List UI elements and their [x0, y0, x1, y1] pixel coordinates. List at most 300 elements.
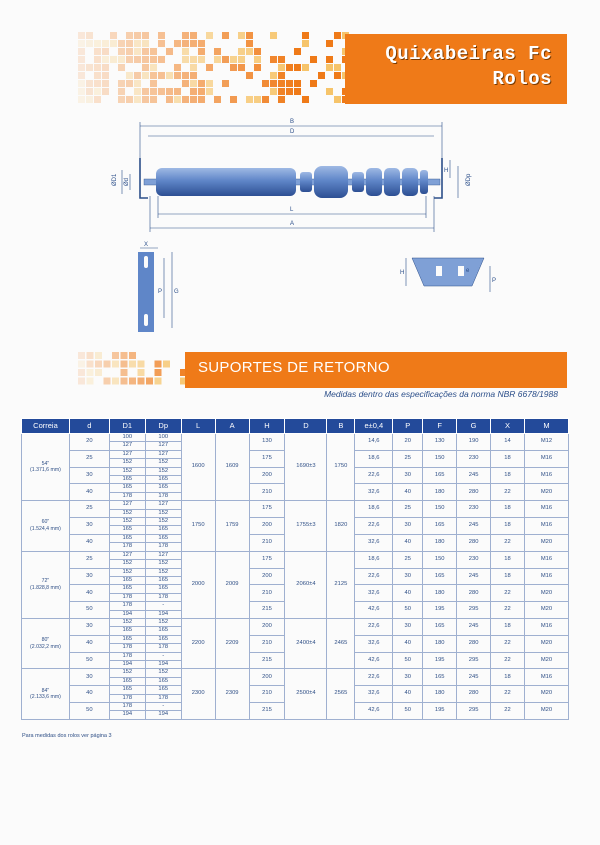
mosaic-tile	[126, 48, 133, 55]
table-cell: 30	[393, 467, 423, 484]
table-cell: 40	[69, 686, 109, 703]
label-P: P	[158, 289, 163, 295]
table-cell: 165	[109, 585, 145, 593]
table-cell: 280	[457, 484, 491, 501]
table-cell: M20	[524, 484, 568, 501]
table-cell: -	[145, 703, 181, 711]
mosaic-tile	[102, 80, 109, 87]
mosaic-tile	[270, 80, 277, 87]
mosaic-tile	[87, 369, 94, 376]
mosaic-tile	[104, 378, 111, 385]
mosaic-tile	[278, 88, 285, 95]
mosaic-tile	[214, 96, 221, 103]
mosaic-tile	[206, 32, 213, 39]
mosaic-tile	[158, 32, 165, 39]
spec-table	[21, 418, 569, 720]
table-cell: 50	[69, 703, 109, 720]
mosaic-tile	[310, 80, 317, 87]
table-cell: 195	[423, 602, 457, 619]
mosaic-tile	[102, 88, 109, 95]
table-cell: 165	[145, 627, 181, 635]
label-Dp: ØDp	[466, 173, 472, 186]
label-e: e	[466, 268, 470, 274]
mosaic-tile	[294, 64, 301, 71]
table-cell: 18	[491, 669, 525, 686]
table-cell: 22	[491, 652, 525, 669]
table-cell: 165	[109, 627, 145, 635]
mosaic-tile	[262, 80, 269, 87]
mosaic-tile	[126, 72, 133, 79]
mosaic-tile	[121, 378, 128, 385]
table-cell: 30	[69, 518, 109, 535]
side-profile-drawing	[398, 252, 498, 302]
mosaic-tile	[270, 88, 277, 95]
mosaic-tile	[142, 40, 149, 47]
table-cell: M20	[524, 602, 568, 619]
table-cell: 2465	[327, 618, 355, 668]
table-cell: 210	[249, 484, 285, 501]
mosaic-tile	[246, 32, 253, 39]
mosaic-tile	[95, 361, 102, 368]
mosaic-tile	[174, 40, 181, 47]
table-cell: 210	[249, 635, 285, 652]
table-cell: 22,6	[355, 518, 393, 535]
mosaic-tile	[302, 40, 309, 47]
table-cell: 230	[457, 450, 491, 467]
mosaic-tile	[182, 40, 189, 47]
table-cell: 152	[145, 618, 181, 626]
table-cell: 22	[491, 585, 525, 602]
header-title	[385, 42, 552, 92]
mosaic-tile	[238, 32, 245, 39]
mosaic-tile	[118, 80, 125, 87]
table-cell: 2309	[215, 669, 249, 719]
mosaic-tile	[129, 378, 136, 385]
table-cell: 245	[457, 518, 491, 535]
table-cell: 165	[145, 686, 181, 694]
table-cell: 1755±3	[285, 501, 327, 551]
column-header: F	[423, 419, 457, 434]
table-cell: 180	[423, 635, 457, 652]
mosaic-tile	[118, 48, 125, 55]
mosaic-tile	[166, 48, 173, 55]
mosaic-tile	[102, 64, 109, 71]
table-cell: 165	[109, 534, 145, 542]
mosaic-tile	[155, 369, 162, 376]
column-header: X	[491, 419, 525, 434]
table-cell: 210	[249, 686, 285, 703]
table-cell: 18,6	[355, 551, 393, 568]
table-cell: 2209	[215, 618, 249, 668]
mosaic-tile	[206, 64, 213, 71]
table-cell: 178	[109, 694, 145, 702]
table-cell: 215	[249, 703, 285, 720]
mosaic-tile	[246, 96, 253, 103]
mosaic-tile	[87, 378, 94, 385]
table-cell: 152	[145, 459, 181, 467]
table-cell: 1750	[181, 501, 215, 551]
table-cell: 18	[491, 501, 525, 518]
table-cell: 42,6	[355, 703, 393, 720]
table-cell: 30	[69, 568, 109, 585]
mosaic-tile	[302, 96, 309, 103]
table-cell: 40	[393, 585, 423, 602]
table-cell: 152	[109, 560, 145, 568]
table-cell: 152	[109, 467, 145, 475]
table-cell: 165	[145, 576, 181, 584]
column-header: G	[457, 419, 491, 434]
table-cell: 165	[423, 568, 457, 585]
table-cell: M16	[524, 568, 568, 585]
table-cell: 200	[249, 467, 285, 484]
mosaic-tile	[150, 96, 157, 103]
mosaic-tile	[334, 64, 341, 71]
mosaic-tile	[190, 32, 197, 39]
column-header: D	[285, 419, 327, 434]
correia-cell	[22, 618, 70, 668]
table-cell: 295	[457, 703, 491, 720]
mosaic-tile	[112, 352, 119, 359]
mosaic-tile	[198, 48, 205, 55]
mosaic-tile	[150, 72, 157, 79]
table-cell: 40	[393, 484, 423, 501]
mosaic-tile	[182, 72, 189, 79]
mosaic-tile	[121, 369, 128, 376]
table-cell: -	[145, 652, 181, 660]
mosaic-tile	[78, 56, 85, 63]
table-cell: 178	[109, 593, 145, 601]
table-cell: M16	[524, 518, 568, 535]
table-cell: 20	[393, 434, 423, 451]
table-cell: M20	[524, 703, 568, 720]
mosaic-tile	[78, 369, 85, 376]
mosaic-tile	[302, 64, 309, 71]
mosaic-tile	[230, 56, 237, 63]
table-cell: 152	[145, 509, 181, 517]
mosaic-tile	[214, 48, 221, 55]
mosaic-tile	[126, 32, 133, 39]
correia-mm: (1.524,4 mm)	[30, 525, 61, 532]
table-cell: 195	[423, 652, 457, 669]
table-cell: 280	[457, 635, 491, 652]
table-cell: 295	[457, 652, 491, 669]
table-cell: 150	[423, 501, 457, 518]
table-cell: 50	[69, 652, 109, 669]
column-header: L	[181, 419, 215, 434]
correia-inch: 60"	[41, 519, 50, 526]
mosaic-tile	[222, 32, 229, 39]
label-d: Ød	[124, 177, 130, 186]
table-cell: 18	[491, 568, 525, 585]
table-cell: 18	[491, 551, 525, 568]
table-cell: 2200	[181, 618, 215, 668]
mosaic-tile	[94, 64, 101, 71]
mosaic-tile	[118, 88, 125, 95]
header-mosaic	[78, 32, 358, 104]
table-cell: 32,6	[355, 534, 393, 551]
mosaic-tile	[87, 352, 94, 359]
mosaic-tile	[87, 361, 94, 368]
label-D1: ØD1	[112, 173, 118, 186]
table-cell: 50	[393, 703, 423, 720]
table-cell: 215	[249, 602, 285, 619]
table-cell: 22	[491, 686, 525, 703]
table-cell: 1690±3	[285, 434, 327, 501]
mosaic-tile	[94, 96, 101, 103]
table-cell: M16	[524, 467, 568, 484]
mosaic-tile	[166, 72, 173, 79]
column-header: H	[249, 419, 285, 434]
table-cell: 165	[423, 618, 457, 635]
mosaic-tile	[78, 378, 85, 385]
mosaic-tile	[182, 96, 189, 103]
table-cell: 14,6	[355, 434, 393, 451]
table-cell: 152	[109, 509, 145, 517]
mosaic-tile	[121, 352, 128, 359]
table-cell: 230	[457, 551, 491, 568]
mosaic-tile	[134, 48, 141, 55]
mosaic-tile	[155, 361, 162, 368]
mosaic-tile	[190, 80, 197, 87]
table-cell: 165	[145, 534, 181, 542]
mosaic-tile	[126, 56, 133, 63]
table-cell: 165	[109, 635, 145, 643]
table-cell: 22,6	[355, 568, 393, 585]
label-B: B	[290, 119, 295, 125]
table-cell: 25	[393, 501, 423, 518]
label-L: L	[290, 207, 294, 213]
mosaic-tile	[174, 96, 181, 103]
mosaic-tile	[294, 48, 301, 55]
mosaic-tile	[94, 48, 101, 55]
table-row	[22, 618, 569, 626]
table-cell: 50	[393, 652, 423, 669]
mosaic-tile	[86, 96, 93, 103]
mosaic-tile	[326, 56, 333, 63]
correia-cell	[22, 501, 70, 551]
table-cell: 194	[145, 660, 181, 668]
table-cell: 127	[145, 450, 181, 458]
table-cell: 25	[393, 450, 423, 467]
table-header-row	[22, 419, 569, 434]
table-cell: 245	[457, 669, 491, 686]
table-cell: 210	[249, 585, 285, 602]
table-cell: 18	[491, 450, 525, 467]
mosaic-tile	[142, 72, 149, 79]
table-cell: 1750	[327, 434, 355, 501]
table-cell: 152	[109, 459, 145, 467]
mosaic-tile	[112, 378, 119, 385]
mosaic-tile	[86, 64, 93, 71]
mosaic-tile	[198, 80, 205, 87]
table-cell: 127	[145, 501, 181, 509]
table-cell: 30	[69, 618, 109, 635]
header-title-line1: Quixabeiras Fc	[385, 43, 552, 65]
table-cell: M12	[524, 434, 568, 451]
mosaic-tile	[246, 48, 253, 55]
mosaic-tile	[104, 361, 111, 368]
table-cell: 22	[491, 703, 525, 720]
table-cell: 32,6	[355, 635, 393, 652]
table-cell: 130	[423, 434, 457, 451]
section-title: SUPORTES DE RETORNO	[198, 359, 390, 376]
table-cell: 18,6	[355, 501, 393, 518]
mosaic-tile	[110, 56, 117, 63]
table-cell: 195	[423, 703, 457, 720]
table-cell: 178	[109, 602, 145, 610]
mosaic-tile	[222, 56, 229, 63]
table-cell: 165	[109, 476, 145, 484]
mosaic-tile	[150, 48, 157, 55]
table-cell: 22	[491, 484, 525, 501]
mosaic-tile	[334, 72, 341, 79]
mosaic-tile	[214, 56, 221, 63]
mosaic-tile	[155, 378, 162, 385]
table-cell: 180	[423, 484, 457, 501]
table-cell: 22,6	[355, 467, 393, 484]
mosaic-tile	[150, 56, 157, 63]
table-cell: 280	[457, 585, 491, 602]
mosaic-tile	[78, 40, 85, 47]
column-header: B	[327, 419, 355, 434]
mosaic-tile	[254, 96, 261, 103]
mosaic-tile	[222, 80, 229, 87]
mosaic-tile	[166, 96, 173, 103]
table-cell: 178	[145, 492, 181, 500]
correia-inch: 54"	[41, 460, 50, 467]
table-cell: 30	[69, 669, 109, 686]
mosaic-tile	[102, 72, 109, 79]
table-cell: 50	[393, 602, 423, 619]
table-cell: 30	[393, 669, 423, 686]
table-cell: 30	[69, 467, 109, 484]
table-cell: M16	[524, 669, 568, 686]
table-cell: 40	[393, 534, 423, 551]
table-cell: 245	[457, 618, 491, 635]
table-cell: 127	[109, 442, 145, 450]
table-cell: 2500±4	[285, 669, 327, 719]
table-cell: 127	[109, 551, 145, 559]
table-cell: 1600	[181, 434, 215, 501]
table-cell: 2060±4	[285, 551, 327, 618]
mosaic-tile	[158, 72, 165, 79]
mosaic-tile	[238, 56, 245, 63]
table-cell: 178	[109, 703, 145, 711]
table-cell: 18	[491, 518, 525, 535]
mosaic-tile	[118, 96, 125, 103]
mosaic-tile	[78, 88, 85, 95]
table-cell: 30	[393, 518, 423, 535]
mosaic-tile	[198, 88, 205, 95]
mosaic-tile	[150, 64, 157, 71]
mosaic-tile	[138, 361, 145, 368]
table-cell: 200	[249, 568, 285, 585]
mosaic-tile	[286, 88, 293, 95]
mosaic-tile	[138, 369, 145, 376]
table-cell: 215	[249, 652, 285, 669]
mosaic-tile	[86, 32, 93, 39]
mosaic-tile	[254, 48, 261, 55]
mosaic-tile	[206, 88, 213, 95]
mosaic-tile	[190, 88, 197, 95]
mosaic-tile	[78, 80, 85, 87]
table-cell: 178	[145, 644, 181, 652]
header-title-line2: Rolos	[492, 68, 552, 90]
mosaic-tile	[190, 72, 197, 79]
label-D: D	[290, 129, 295, 135]
mosaic-tile	[182, 80, 189, 87]
mosaic-tile	[150, 88, 157, 95]
table-cell: 1820	[327, 501, 355, 551]
mosaic-tile	[302, 32, 309, 39]
label-H-side: H	[400, 270, 405, 276]
correia-mm: (2.133,6 mm)	[30, 694, 61, 701]
table-cell: 165	[423, 518, 457, 535]
mosaic-tile	[326, 88, 333, 95]
mosaic-tile	[134, 40, 141, 47]
mosaic-tile	[230, 64, 237, 71]
correia-mm: (1.828,8 mm)	[30, 584, 61, 591]
table-cell: 22	[491, 635, 525, 652]
table-cell: M16	[524, 618, 568, 635]
mosaic-tile	[129, 352, 136, 359]
table-cell: 22	[491, 534, 525, 551]
mosaic-tile	[286, 80, 293, 87]
mosaic-tile	[238, 48, 245, 55]
table-cell: 175	[249, 450, 285, 467]
mosaic-tile	[146, 378, 153, 385]
mosaic-tile	[294, 80, 301, 87]
table-cell: 194	[109, 711, 145, 719]
table-cell: 1609	[215, 434, 249, 501]
table-cell: 152	[109, 618, 145, 626]
mosaic-tile	[158, 88, 165, 95]
table-cell: 152	[145, 560, 181, 568]
table-cell: 100	[109, 434, 145, 442]
table-cell: 165	[109, 576, 145, 584]
table-cell: 152	[109, 568, 145, 576]
table-cell: 280	[457, 686, 491, 703]
mosaic-tile	[163, 361, 170, 368]
mosaic-tile	[78, 352, 85, 359]
table-cell: 127	[109, 450, 145, 458]
mosaic-tile	[134, 88, 141, 95]
mosaic-tile	[334, 96, 341, 103]
mosaic-tile	[254, 56, 261, 63]
table-cell: 194	[145, 711, 181, 719]
mosaic-tile	[134, 96, 141, 103]
roller-drawing	[100, 112, 480, 242]
mosaic-tile	[118, 64, 125, 71]
mosaic-tile	[310, 56, 317, 63]
mosaic-tile	[94, 88, 101, 95]
mosaic-tile	[78, 64, 85, 71]
correia-inch: 72"	[41, 578, 50, 585]
mosaic-tile	[86, 40, 93, 47]
table-cell: 150	[423, 450, 457, 467]
mosaic-tile	[294, 88, 301, 95]
table-cell: 40	[393, 635, 423, 652]
mosaic-tile	[112, 361, 119, 368]
mosaic-tile	[278, 56, 285, 63]
mosaic-tile	[78, 48, 85, 55]
table-cell: 2400±4	[285, 618, 327, 668]
table-cell: 152	[145, 669, 181, 677]
table-cell: 40	[393, 686, 423, 703]
table-cell: M16	[524, 501, 568, 518]
table-cell: 200	[249, 618, 285, 635]
table-cell: 200	[249, 669, 285, 686]
